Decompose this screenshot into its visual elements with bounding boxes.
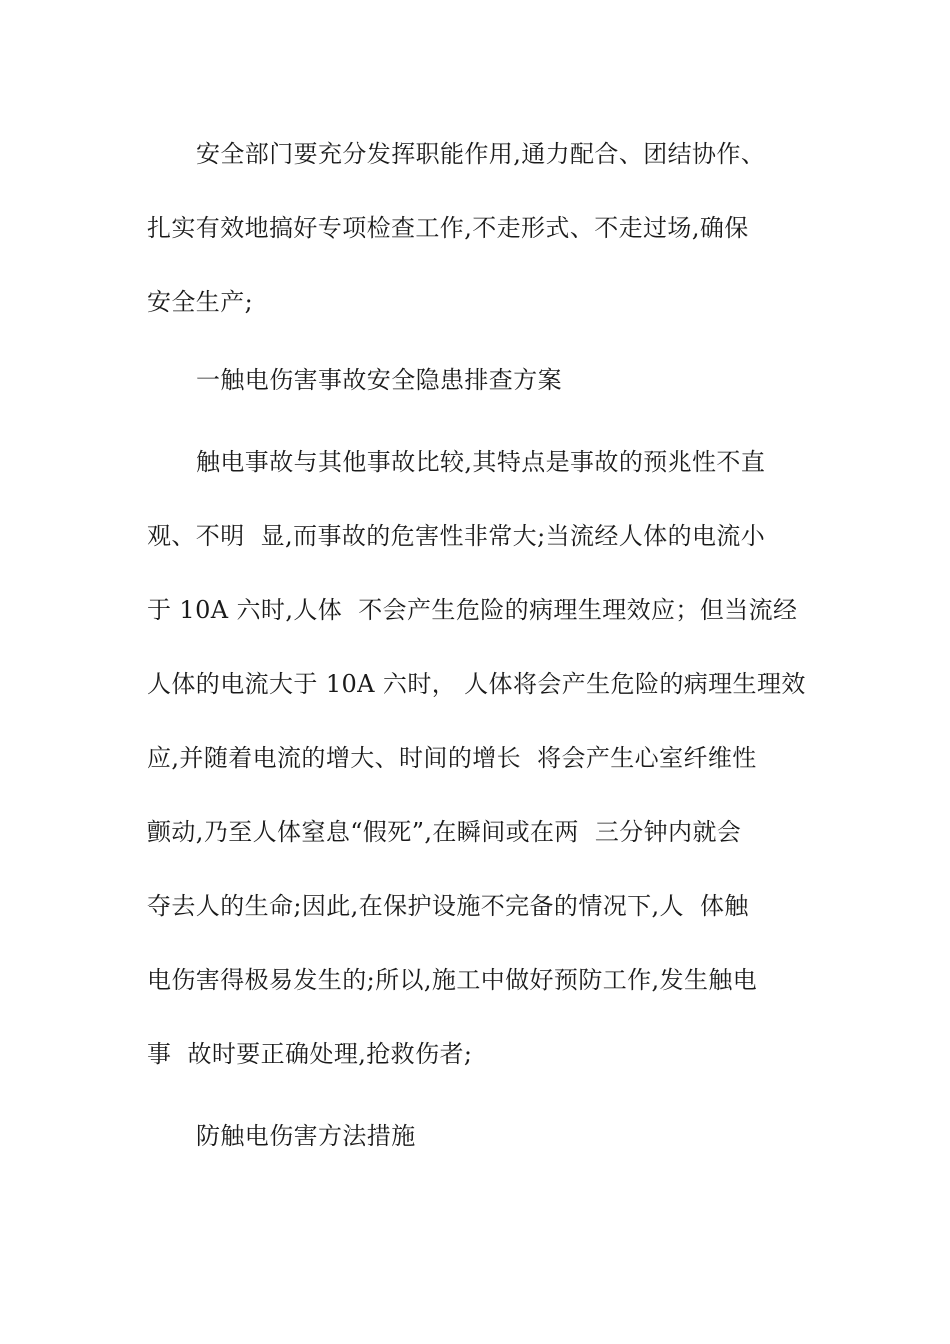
section-heading: 一触电伤害事故安全隐患排查方案 — [196, 366, 562, 394]
paragraph-1-line-2: 扎实有效地搞好专项检查工作,不走形式、不走过场,确保 — [147, 214, 749, 242]
paragraph-2-line-8: 电伤害得极易发生的;所以,施工中做好预防工作,发生触电 — [147, 966, 758, 994]
paragraph-2-line-9: 事 故时要正确处理,抢救伤者; — [147, 1040, 473, 1068]
paragraph-2-line-2: 观、不明 显,而事故的危害性非常大;当流经人体的电流小 — [147, 522, 766, 550]
subsection-heading: 防触电伤害方法措施 — [196, 1122, 416, 1150]
paragraph-2-line-7: 夺去人的生命;因此,在保护设施不完备的情况下,人 体触 — [147, 892, 749, 920]
paragraph-1-line-1: 安全部门要充分发挥职能作用,通力配合、团结协作、 — [196, 140, 766, 168]
paragraph-2-line-6: 颤动,乃至人体窒息“假死”,在瞬间或在两 三分钟内就会 — [147, 818, 742, 846]
paragraph-1-line-3: 安全生产; — [147, 288, 254, 316]
paragraph-2-line-4: 人体的电流大于 10A 六时， 人体将会产生危险的病理生理效 — [147, 670, 806, 698]
paragraph-2-line-3: 于 10A 六时,人体 不会产生危险的病理生理效应；但当流经 — [147, 596, 798, 624]
paragraph-2-line-5: 应,并随着电流的增大、时间的增长 将会产生心室纤维性 — [147, 744, 757, 772]
paragraph-2-line-1: 触电事故与其他事故比较,其特点是事故的预兆性不直 — [196, 448, 766, 476]
